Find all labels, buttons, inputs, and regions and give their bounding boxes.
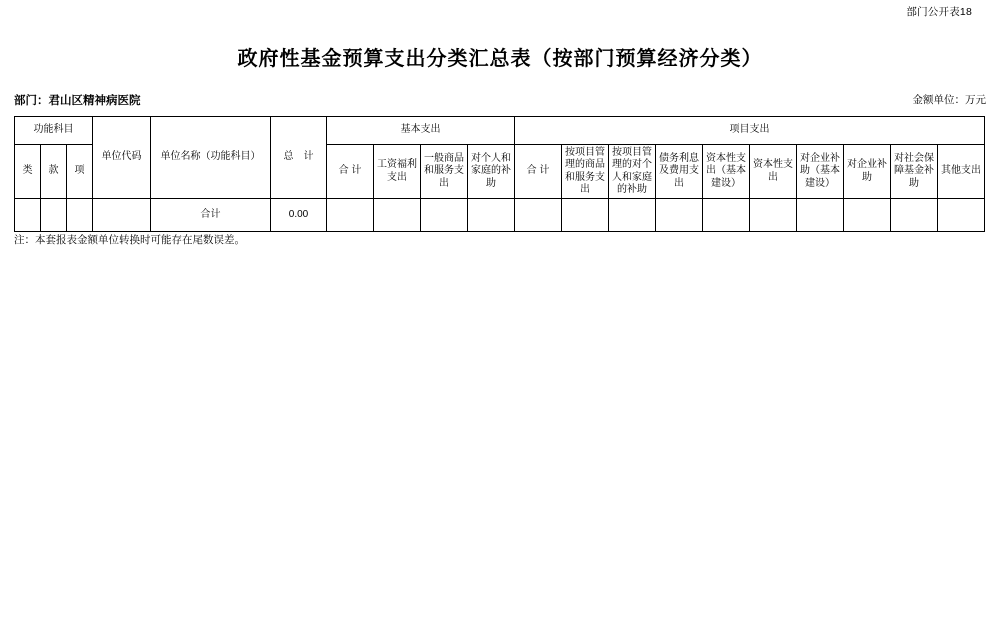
header-class: 类 [15, 145, 41, 199]
form-code: 部门公开表18 [906, 6, 972, 18]
header-total: 总 计 [271, 117, 327, 199]
header-project-col-6: 对企业补助（基本建设） [797, 145, 844, 199]
cell-unit-name: 合计 [151, 199, 271, 232]
header-project-col-4: 资本性支出（基本建设） [703, 145, 750, 199]
cell-project-2 [609, 199, 656, 232]
header-section: 款 [41, 145, 67, 199]
header-basic-col-3: 对个人和家庭的补助 [468, 145, 515, 199]
header-basic-expenditure: 基本支出 [327, 117, 515, 145]
header-project-col-9: 其他支出 [938, 145, 985, 199]
header-project-col-8: 对社会保障基金补助 [891, 145, 938, 199]
table-note: 注：本套报表金额单位转换时可能存在尾数误差。 [14, 234, 245, 246]
header-project-col-3: 债务利息及费用支出 [656, 145, 703, 199]
amount-unit-label: 金额单位：万元 [912, 94, 986, 106]
cell-unit-code [93, 199, 151, 232]
cell-basic-0 [327, 199, 374, 232]
header-item: 项 [67, 145, 93, 199]
header-basic-col-1: 工资福利支出 [374, 145, 421, 199]
header-basic-col-2: 一般商品和服务支出 [421, 145, 468, 199]
header-project-col-5: 资本性支出 [750, 145, 797, 199]
cell-project-0 [515, 199, 562, 232]
cell-project-8 [891, 199, 938, 232]
cell-project-4 [703, 199, 750, 232]
cell-project-6 [797, 199, 844, 232]
cell-project-7 [844, 199, 891, 232]
cell-class [15, 199, 41, 232]
cell-project-5 [750, 199, 797, 232]
header-function-subject: 功能科目 [15, 117, 93, 145]
cell-project-1 [562, 199, 609, 232]
cell-basic-3 [468, 199, 515, 232]
department-label: 部门：君山区精神病医院 [14, 95, 141, 107]
header-project-expenditure: 项目支出 [515, 117, 985, 145]
budget-table [14, 116, 985, 232]
cell-project-3 [656, 199, 703, 232]
cell-section [41, 199, 67, 232]
cell-total: 0.00 [271, 199, 327, 232]
page-title: 政府性基金预算支出分类汇总表（按部门预算经济分类） [237, 48, 763, 70]
cell-basic-2 [421, 199, 468, 232]
header-row-group [15, 117, 985, 145]
header-unit-name: 单位名称（功能科目） [151, 117, 271, 199]
cell-item [67, 199, 93, 232]
header-project-col-7: 对企业补助 [844, 145, 891, 199]
table-row [15, 199, 985, 232]
header-project-col-2: 按项目管理的对个人和家庭的补助 [609, 145, 656, 199]
header-project-col-0: 合 计 [515, 145, 562, 199]
cell-project-9 [938, 199, 985, 232]
meta-row [14, 92, 986, 108]
cell-basic-1 [374, 199, 421, 232]
header-unit-code: 单位代码 [93, 117, 151, 199]
header-project-col-1: 按项目管理的商品和服务支出 [562, 145, 609, 199]
header-basic-col-0: 合 计 [327, 145, 374, 199]
